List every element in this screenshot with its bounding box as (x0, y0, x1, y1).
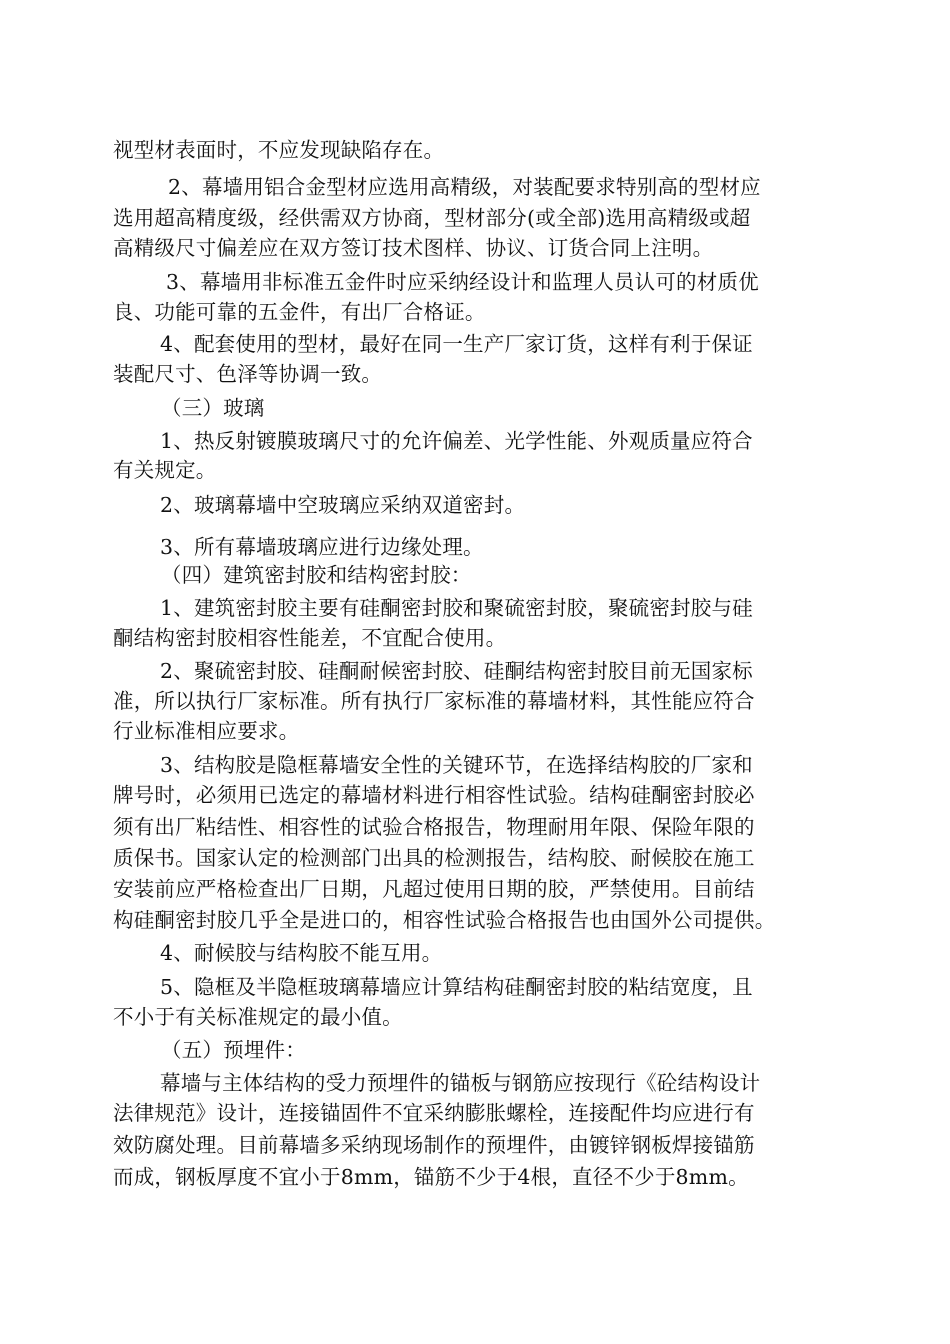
section-heading: （五）预埋件： (161, 1038, 306, 1062)
text-line: 而成，钢板厚度不宜小于8mm，锚筋不少于4根，直径不少于8mm。 (113, 1165, 749, 1189)
text-line: 装配尺寸、色泽等协调一致。 (113, 362, 383, 386)
text-line: 须有出厂粘结性、相容性的试验合格报告，物理耐用年限、保险年限的 (113, 815, 755, 839)
text-line: 2、玻璃幕墙中空玻璃应采纳双道密封。 (160, 493, 526, 517)
text-line: 质保书。国家认定的检测部门出具的检测报告，结构胶、耐候胶在施工 (113, 846, 755, 870)
text-line: 构硅酮密封胶几乎全是进口的，相容性试验合格报告也由国外公司提供。 (113, 908, 776, 932)
text-line: 2、聚硫密封胶、硅酮耐候密封胶、硅酮结构密封胶目前无国家标 (160, 659, 753, 683)
text-line: 效防腐处理。目前幕墙多采纳现场制作的预埋件，由镀锌钢板焊接锚筋 (113, 1133, 755, 1157)
text-line: 良、功能可靠的五金件，有出厂合格证。 (113, 300, 486, 324)
text-line: 3、结构胶是隐框幕墙安全性的关键环节，在选择结构胶的厂家和 (160, 753, 753, 777)
text-line: 3、幕墙用非标准五金件时应采纳经设计和监理人员认可的材质优 (166, 270, 759, 294)
text-line: 选用超高精度级，经供需双方协商，型材部分(或全部)选用高精级或超 (113, 206, 751, 230)
text-line: 4、配套使用的型材，最好在同一生产厂家订货，这样有利于保证 (160, 332, 753, 356)
text-line: 酮结构密封胶相容性能差，不宜配合使用。 (113, 626, 507, 650)
text-line: 3、所有幕墙玻璃应进行边缘处理。 (160, 535, 484, 559)
text-line: 有关规定。 (113, 458, 217, 482)
text-line: 1、热反射镀膜玻璃尺寸的允许偏差、光学性能、外观质量应符合 (160, 429, 753, 453)
document-page (113, 0, 843, 1344)
text-line: 1、建筑密封胶主要有硅酮密封胶和聚硫密封胶，聚硫密封胶与硅 (160, 596, 753, 620)
text-line: 不小于有关标准规定的最小值。 (113, 1005, 403, 1029)
text-line: 牌号时，必须用已选定的幕墙材料进行相容性试验。结构硅酮密封胶必 (113, 783, 755, 807)
text-line: 行业标准相应要求。 (113, 719, 300, 743)
text-line: 高精级尺寸偏差应在双方签订技术图样、协议、订货合同上注明。 (113, 236, 714, 260)
text-line: 视型材表面时，不应发现缺陷存在。 (113, 138, 445, 162)
section-heading: （四）建筑密封胶和结构密封胶： (161, 563, 472, 587)
text-line: 5、隐框及半隐框玻璃幕墙应计算结构硅酮密封胶的粘结宽度，且 (160, 975, 753, 999)
text-line: 安装前应严格检查出厂日期，凡超过使用日期的胶，严禁使用。目前结 (113, 877, 755, 901)
section-heading: （三）玻璃 (161, 396, 265, 420)
text-line: 4、耐候胶与结构胶不能互用。 (160, 941, 443, 965)
text-line: 法律规范》设计，连接锚固件不宜采纳膨胀螺栓，连接配件均应进行有 (113, 1101, 755, 1125)
text-line: 幕墙与主体结构的受力预埋件的锚板与钢筋应按现行《砼结构设计 (160, 1071, 761, 1095)
text-line: 准，所以执行厂家标准。所有执行厂家标准的幕墙材料，其性能应符合 (113, 689, 755, 713)
text-line: 2、幕墙用铝合金型材应选用高精级，对装配要求特别高的型材应 (168, 175, 761, 199)
